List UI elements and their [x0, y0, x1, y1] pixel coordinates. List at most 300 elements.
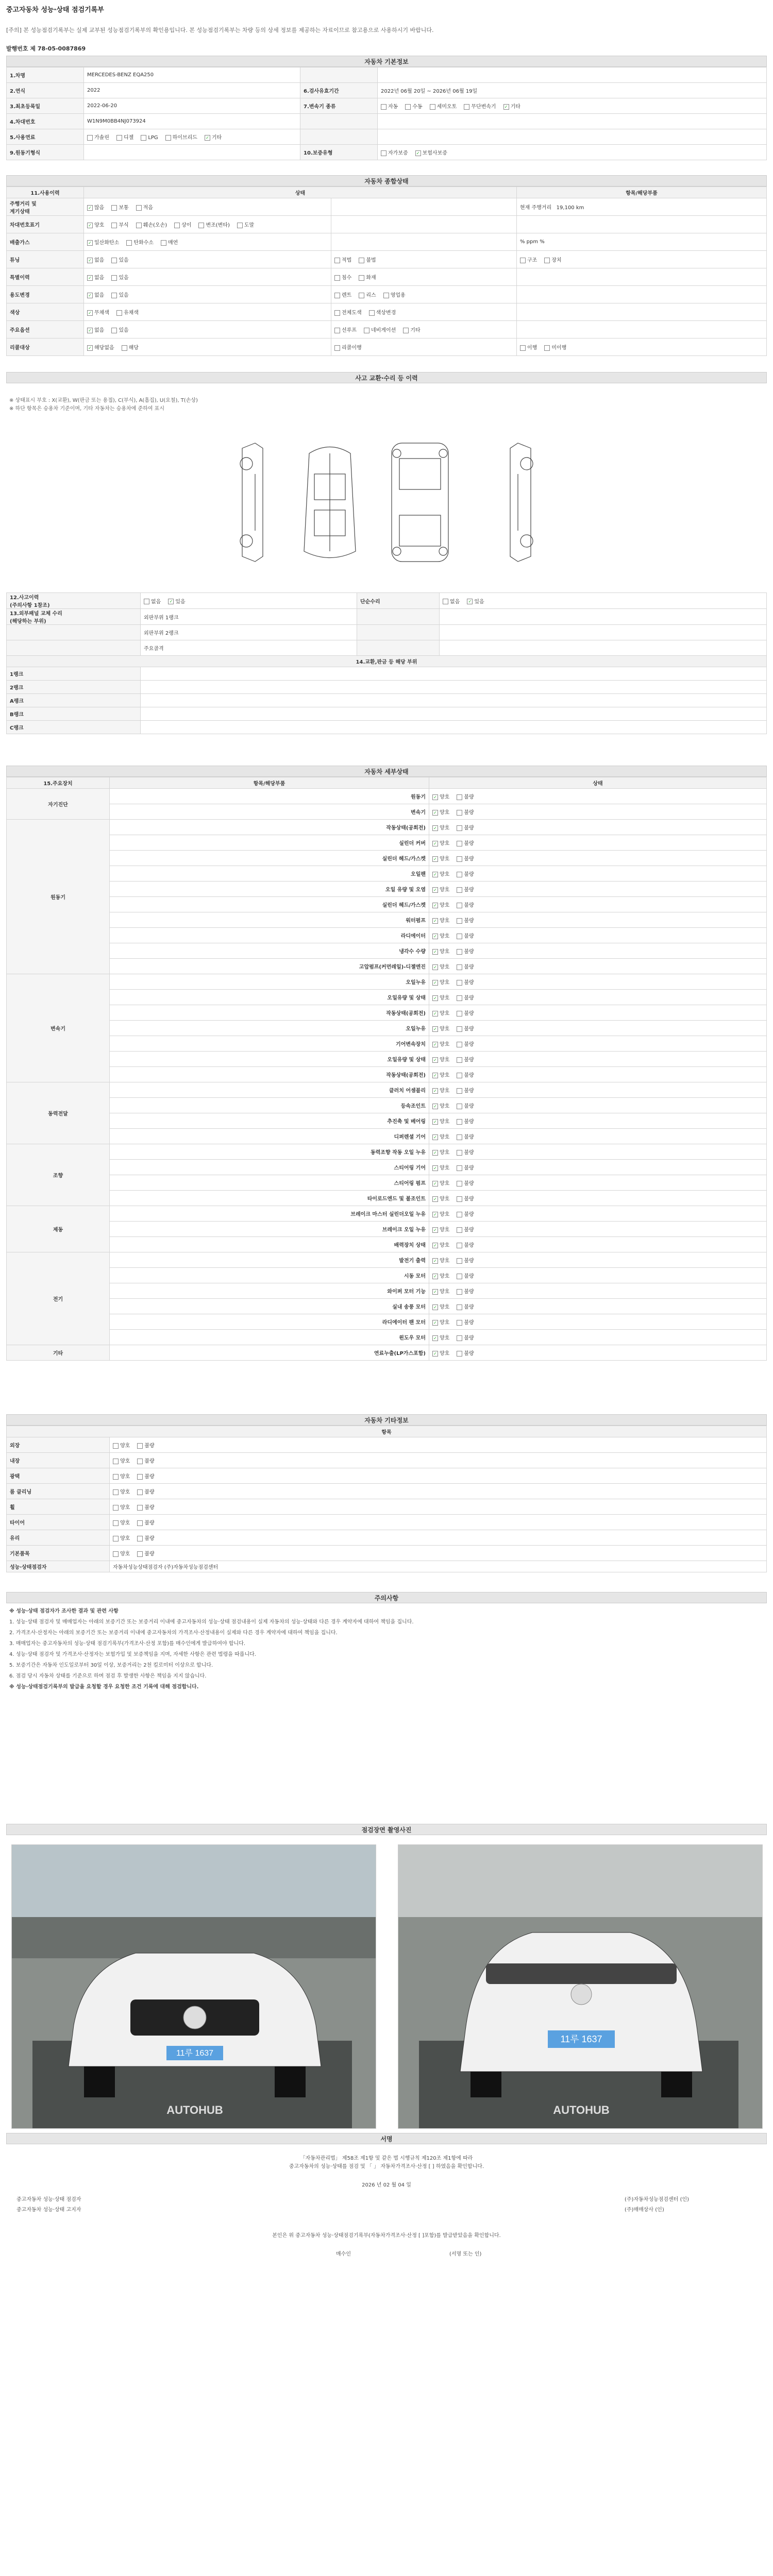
detail-item: 타이로드엔드 및 볼조인트 — [110, 1191, 429, 1206]
section-basic-header: 자동차 기본정보 — [6, 56, 767, 67]
extra-value: 양호 불량 — [110, 1484, 767, 1499]
extra-value: 양호 불량 — [110, 1515, 767, 1530]
overall-options-2 — [331, 216, 517, 233]
car-frame-view — [392, 443, 448, 562]
car-diagram — [222, 433, 551, 572]
note-line: ※ 성능·상태 점검자가 조사한 결과 및 관련 사항 — [9, 1608, 119, 1614]
overall-label: 색상 — [7, 303, 84, 321]
section-sign-header: 서명 — [6, 2133, 767, 2144]
detail-group: 동력전달 — [7, 1082, 110, 1144]
panel-rank: 1랭크 — [7, 667, 141, 681]
extra-recall-row — [7, 1561, 767, 1572]
detail-status: ✓ 양호 불량 — [429, 804, 767, 820]
panel-parts — [141, 667, 767, 681]
detail-status: ✓ 양호 불량 — [429, 789, 767, 804]
buyer-label: 매수인 — [336, 2251, 351, 2257]
detail-item: 실린더 헤드/가스켓 — [110, 851, 429, 866]
overall-header-cell: 상태 — [84, 187, 517, 198]
rear-brand-text: AUTOHUB — [553, 2104, 610, 2116]
overall-options: ✓ 일산화탄소 탄화수소 매연 — [84, 233, 331, 251]
note-line: 4. 성능·상태 점검자 및 가격조사·산정자는 보험가입 및 보증책임을 지며, 자세한 사항은 관련 법령을 따릅니다. — [9, 1652, 256, 1657]
section-detail-header: 자동차 세부상태 — [6, 766, 767, 777]
detail-row — [7, 1345, 767, 1361]
detail-status: ✓ 양호 불량 — [429, 897, 767, 912]
overall-row — [7, 216, 767, 233]
detail-row — [7, 1330, 767, 1345]
detail-row — [7, 1144, 767, 1160]
basic-label-2: 7.변속기 종류 — [300, 98, 378, 114]
detail-item: 등속조인트 — [110, 1098, 429, 1113]
detail-status: ✓ 양호 불량 — [429, 1005, 767, 1021]
detail-row — [7, 1052, 767, 1067]
panel-rank: C랭크 — [7, 721, 141, 734]
detail-row — [7, 1222, 767, 1237]
detail-status: ✓ 양호 불량 — [429, 974, 767, 990]
detail-status: ✓ 양호 불량 — [429, 1175, 767, 1191]
detail-status: ✓ 양호 불량 — [429, 1082, 767, 1098]
accident-row — [7, 593, 767, 609]
overall-options-2: 선루프 네비게이션 기타 — [331, 321, 517, 338]
basic-label-2: 10.보증유형 — [300, 145, 378, 160]
detail-item: 추진축 및 베어링 — [110, 1113, 429, 1129]
accident-table — [6, 592, 767, 734]
detail-item: 실내 송풍 모터 — [110, 1299, 429, 1314]
overall-value: % ppm % — [517, 233, 767, 251]
accident-label-2 — [357, 640, 440, 656]
detail-row — [7, 804, 767, 820]
detail-status: ✓ 양호 불량 — [429, 1222, 767, 1237]
detail-status: ✓ 양호 불량 — [429, 1268, 767, 1283]
panel-row — [7, 694, 767, 707]
detail-item: 브레이크 오일 누유 — [110, 1222, 429, 1237]
basic-row — [7, 114, 767, 129]
basic-label-2 — [300, 67, 378, 83]
detail-row — [7, 1005, 767, 1021]
extra-row — [7, 1484, 767, 1499]
detail-status: ✓ 양호 불량 — [429, 990, 767, 1005]
detail-item: 원동기 — [110, 789, 429, 804]
accident-value: 외판부위 1랭크 — [141, 609, 357, 625]
detail-row — [7, 1237, 767, 1252]
cert-value: 78-05-0087869 — [37, 45, 86, 52]
confirm-text: 본인은 위 중고자동차 성능·상태점검기록부(자동차가격조사·산정 [ ]포함)를 발급받았음을 확인합니다. — [272, 2233, 501, 2239]
detail-item: 라디에이터 — [110, 928, 429, 943]
overall-options: ✓ 양호 부식 훼손(오손) 상이 변조(변타) 도말 — [84, 216, 331, 233]
accident-value: 주요골격 — [141, 640, 357, 656]
legend-line-1: ※ 상태표시 부호 : X(교환), W(판금 또는 용접), C(부식), A(흠집), U(요철), T(손상) — [9, 398, 198, 403]
detail-item: 작동상태(공회전) — [110, 820, 429, 835]
basic-label-2 — [300, 129, 378, 145]
panel-row — [7, 721, 767, 734]
detail-status: ✓ 양호 불량 — [429, 943, 767, 959]
overall-value: 현재 주행거리 19,100 km — [517, 198, 767, 216]
panel-rank: B랭크 — [7, 707, 141, 721]
detail-row — [7, 1252, 767, 1268]
detail-item: 디퍼렌셜 기어 — [110, 1129, 429, 1144]
detail-row — [7, 974, 767, 990]
detail-status: ✓ 양호 불량 — [429, 1191, 767, 1206]
extra-row — [7, 1453, 767, 1468]
basic-value: 2022 — [84, 83, 300, 98]
panel-row — [7, 707, 767, 721]
extra-row — [7, 1530, 767, 1546]
overall-options-2: 전체도색 색상변경 — [331, 303, 517, 321]
panel-rank: 2랭크 — [7, 681, 141, 694]
detail-group: 변속기 — [7, 974, 110, 1082]
detail-status: ✓ 양호 불량 — [429, 866, 767, 882]
overall-label: 리콜대상 — [7, 338, 84, 356]
extra-value: 양호 불량 — [110, 1453, 767, 1468]
detail-item: 오일유량 및 상태 — [110, 990, 429, 1005]
detail-header-cell: 항목/해당부품 — [110, 777, 429, 789]
accident-label — [7, 640, 141, 656]
accident-value-2: 없음 ✓ 있음 — [440, 593, 767, 609]
detail-row — [7, 1098, 767, 1113]
overall-header-cell: 항목/해당부품 — [517, 187, 767, 198]
detail-status: ✓ 양호 불량 — [429, 928, 767, 943]
overall-row — [7, 286, 767, 303]
detail-status: ✓ 양호 불량 — [429, 1160, 767, 1175]
basic-label-2: 6.검사유효기간 — [300, 83, 378, 98]
detail-row — [7, 820, 767, 835]
accident-row — [7, 640, 767, 656]
overall-value — [517, 321, 767, 338]
overall-options: ✓ 많음 보통 적음 — [84, 198, 331, 216]
extra-recall-label: 성능·상태점검자 — [7, 1561, 110, 1572]
extra-row — [7, 1546, 767, 1561]
overall-options: ✓ 무채색 유채색 — [84, 303, 331, 321]
overall-label: 튜닝 — [7, 251, 84, 268]
overall-header-row — [7, 187, 767, 198]
extra-label: 룸 클리닝 — [7, 1484, 110, 1499]
legend-line-2: ※ 하단 항목은 승용차 기준이며, 기타 자동차는 승용차에 준하여 표시 — [9, 406, 164, 412]
front-brand-text: AUTOHUB — [166, 2104, 223, 2116]
detail-item: 스티어링 기어 — [110, 1160, 429, 1175]
accident-value-2 — [440, 640, 767, 656]
detail-status: ✓ 양호 불량 — [429, 1067, 767, 1082]
section-accident-header: 사고 교환·수리 등 이력 — [6, 372, 767, 383]
extra-label: 기본품목 — [7, 1546, 110, 1561]
panel-rank: A랭크 — [7, 694, 141, 707]
detail-header-row — [7, 777, 767, 789]
section-notes-header: 주의사항 — [6, 1592, 767, 1603]
detail-row — [7, 882, 767, 897]
detail-header-cell: 15.주요장치 — [7, 777, 110, 789]
detail-row — [7, 851, 767, 866]
extra-label: 유리 — [7, 1530, 110, 1546]
detail-row — [7, 1299, 767, 1314]
basic-value-2: 자가보증 ✓ 보험사보증 — [378, 145, 767, 160]
accident-value-2 — [440, 625, 767, 640]
extra-value: 양호 불량 — [110, 1437, 767, 1453]
detail-row — [7, 1206, 767, 1222]
overall-value — [517, 286, 767, 303]
detail-row — [7, 1191, 767, 1206]
detail-item: 브레이크 마스터 실린더오일 누유 — [110, 1206, 429, 1222]
panel-row — [7, 681, 767, 694]
notice-text: [주의] 본 성능점검기록부는 실제 교부된 성능점검기록부의 확인용입니다. 본 성능점검기록부는 차량 등의 상세 정보를 제공하는 자료이므로 참고용으로 사용하시기 바랍니다. — [6, 27, 434, 33]
detail-item: 냉각수 수량 — [110, 943, 429, 959]
detail-row — [7, 835, 767, 851]
accident-label-2 — [357, 625, 440, 640]
overall-label: 용도변경 — [7, 286, 84, 303]
overall-options-2: 적법 불법 — [331, 251, 517, 268]
overall-options: ✓ 없음 있음 — [84, 286, 331, 303]
overall-options: ✓ 없음 있음 — [84, 268, 331, 286]
overall-row — [7, 338, 767, 356]
document-title: 중고자동차 성능·상태 점검기록부 — [6, 6, 104, 14]
overall-row — [7, 303, 767, 321]
panel-title: 14.교환,판금 등 해당 부위 — [7, 656, 767, 667]
extra-value: 양호 불량 — [110, 1499, 767, 1515]
detail-status: ✓ 양호 불량 — [429, 1129, 767, 1144]
detail-status: ✓ 양호 불량 — [429, 1021, 767, 1036]
detail-item: 발전기 출력 — [110, 1252, 429, 1268]
detail-item: 실린더 헤드/가스켓 — [110, 897, 429, 912]
detail-row — [7, 1036, 767, 1052]
panel-parts — [141, 721, 767, 734]
rear-plate-text: 11루 1637 — [560, 2034, 602, 2044]
basic-row — [7, 83, 767, 98]
rear-photo — [398, 1844, 763, 2129]
extra-row — [7, 1437, 767, 1453]
front-plate-text: 11루 1637 — [176, 2049, 214, 2058]
detail-item: 작동상태(공회전) — [110, 1005, 429, 1021]
detail-group: 기타 — [7, 1345, 110, 1361]
detail-status: ✓ 양호 불량 — [429, 1314, 767, 1330]
detail-row — [7, 1314, 767, 1330]
detail-status: ✓ 양호 불량 — [429, 1144, 767, 1160]
detail-status: ✓ 양호 불량 — [429, 1299, 767, 1314]
extra-subheader: 항목 — [7, 1426, 767, 1437]
extra-header-row — [7, 1426, 767, 1437]
detail-row — [7, 866, 767, 882]
detail-item: 오일팬 — [110, 866, 429, 882]
detail-item: 동력조향 작동 오일 누유 — [110, 1144, 429, 1160]
detail-status: ✓ 양호 불량 — [429, 851, 767, 866]
sign-line-2: 중고자동차의 성능·상태를 점검 및 「 」 자동차가격조사·산정 [ ] 하였음을 확인합니다. — [289, 2164, 484, 2170]
detail-table — [6, 777, 767, 1361]
pricer-value: (주)매매상사 (인) — [625, 2207, 664, 2213]
basic-value: W1N9M0BB4NJ073924 — [84, 114, 300, 129]
overall-row — [7, 233, 767, 251]
overall-options-2 — [331, 198, 517, 216]
overall-row — [7, 321, 767, 338]
front-photo — [11, 1844, 376, 2129]
detail-row — [7, 789, 767, 804]
detail-group: 원동기 — [7, 820, 110, 974]
detail-item: 오일누유 — [110, 1021, 429, 1036]
detail-status: ✓ 양호 불량 — [429, 1283, 767, 1299]
car-right-view — [510, 443, 533, 562]
overall-options-2: 리콜이행 — [331, 338, 517, 356]
extra-label: 광택 — [7, 1468, 110, 1484]
detail-row — [7, 928, 767, 943]
detail-item: 시동 모터 — [110, 1268, 429, 1283]
detail-item: 변속기 — [110, 804, 429, 820]
detail-item: 오일유량 및 상태 — [110, 1052, 429, 1067]
detail-row — [7, 990, 767, 1005]
detail-status: ✓ 양호 불량 — [429, 1345, 767, 1361]
overall-row — [7, 251, 767, 268]
detail-item: 라디에이터 팬 모터 — [110, 1314, 429, 1330]
detail-item: 와이퍼 모터 기능 — [110, 1283, 429, 1299]
accident-row — [7, 625, 767, 640]
detail-row — [7, 1067, 767, 1082]
car-top-view — [304, 447, 356, 558]
extra-value: 양호 불량 — [110, 1468, 767, 1484]
note-line: 5. 보증기간은 자동차 인도일로부터 30일 이상, 보증거리는 2천 킬로미터 이상으로 합니다. — [9, 1663, 213, 1668]
extra-label: 타이어 — [7, 1515, 110, 1530]
basic-info-table — [6, 67, 767, 160]
basic-value: 2022-06-20 — [84, 98, 300, 114]
note-line: 2. 가격조사·산정자는 아래의 보증기간 또는 보증거리 이내에 중고자동차의 가격조사·산정내용이 실제와 다른 경우 계약자에 대하여 책임을 집니다. — [9, 1630, 338, 1636]
detail-row — [7, 1113, 767, 1129]
detail-status: ✓ 양호 불량 — [429, 820, 767, 835]
panel-row — [7, 667, 767, 681]
detail-row — [7, 1283, 767, 1299]
accident-value: 외판부위 2랭크 — [141, 625, 357, 640]
buyer-sign: (서명 또는 인) — [449, 2251, 482, 2257]
detail-item: 오일누유 — [110, 974, 429, 990]
detail-status: ✓ 양호 불량 — [429, 959, 767, 974]
overall-row — [7, 198, 767, 216]
extra-row — [7, 1499, 767, 1515]
detail-status: ✓ 양호 불량 — [429, 882, 767, 897]
extra-label: 휠 — [7, 1499, 110, 1515]
detail-row — [7, 1021, 767, 1036]
overall-table — [6, 187, 767, 356]
overall-options-2 — [331, 233, 517, 251]
extra-label: 내장 — [7, 1453, 110, 1468]
detail-item: 실린더 커버 — [110, 835, 429, 851]
car-left-view — [240, 443, 263, 562]
detail-item: 배력장치 상태 — [110, 1237, 429, 1252]
section-photos-header: 점검장면 촬영사진 — [6, 1824, 767, 1835]
overall-label: 차대번호표기 — [7, 216, 84, 233]
sign-date: 2026 년 02 월 04 일 — [362, 2182, 411, 2188]
checker-label: 중고자동차 성능·상태 점검자 — [16, 2197, 81, 2202]
basic-value-2 — [378, 129, 767, 145]
extra-row — [7, 1468, 767, 1484]
detail-item: 고압펌프(커먼레일)-디젤엔진 — [110, 959, 429, 974]
detail-row — [7, 912, 767, 928]
basic-value-2: 2022년 06월 20일 ~ 2026년 06월 19일 — [378, 83, 767, 98]
basic-value-2: 자동 수동 세미오토 무단변속기 ✓ 기타 — [378, 98, 767, 114]
basic-label: 4.차대번호 — [7, 114, 84, 129]
overall-options: ✓ 없음 있음 — [84, 321, 331, 338]
detail-item: 워터펌프 — [110, 912, 429, 928]
extra-value: 양호 불량 — [110, 1546, 767, 1561]
detail-group: 전기 — [7, 1252, 110, 1345]
basic-value-2 — [378, 67, 767, 83]
cert-label: 발행번호 제 — [6, 45, 36, 52]
overall-value — [517, 268, 767, 286]
panel-title-row — [7, 656, 767, 667]
detail-group: 조향 — [7, 1144, 110, 1206]
overall-label: 주요옵션 — [7, 321, 84, 338]
basic-value: 가솔린 디젤 LPG 하이브리드 ✓ 기타 — [84, 129, 300, 145]
accident-row — [7, 609, 767, 625]
detail-row — [7, 897, 767, 912]
overall-value: 이행 미이행 — [517, 338, 767, 356]
overall-label: 특별이력 — [7, 268, 84, 286]
basic-label-2 — [300, 114, 378, 129]
accident-label — [7, 625, 141, 640]
detail-item: 연료누출(LP가스포함) — [110, 1345, 429, 1361]
overall-header-cell: 11.사용이력 — [7, 187, 84, 198]
detail-status: ✓ 양호 불량 — [429, 1330, 767, 1345]
detail-row — [7, 1082, 767, 1098]
overall-label: 주행거리 및 계기상태 — [7, 198, 84, 216]
extra-value: 양호 불량 — [110, 1530, 767, 1546]
detail-header-cell: 상태 — [429, 777, 767, 789]
certificate-number — [6, 44, 86, 53]
detail-group: 자기진단 — [7, 789, 110, 820]
detail-item: 윈도우 모터 — [110, 1330, 429, 1345]
detail-status: ✓ 양호 불량 — [429, 1098, 767, 1113]
detail-item: 기어변속장치 — [110, 1036, 429, 1052]
basic-row — [7, 145, 767, 160]
accident-label: 13.외부패널 교체 수리 (해당하는 부위) — [7, 609, 141, 625]
detail-row — [7, 1160, 767, 1175]
section-overall-header: 자동차 종합상태 — [6, 175, 767, 187]
detail-status: ✓ 양호 불량 — [429, 1252, 767, 1268]
detail-row — [7, 1129, 767, 1144]
overall-options-2: 렌트 리스 영업용 — [331, 286, 517, 303]
detail-item: 스티어링 펌프 — [110, 1175, 429, 1191]
overall-options: ✓ 해당없음 해당 — [84, 338, 331, 356]
detail-status: ✓ 양호 불량 — [429, 1052, 767, 1067]
detail-row — [7, 1175, 767, 1191]
panel-parts — [141, 681, 767, 694]
basic-row — [7, 67, 767, 83]
accident-label-2: 단순수리 — [357, 593, 440, 609]
basic-label: 1.차명 — [7, 67, 84, 83]
overall-value — [517, 303, 767, 321]
note-line: 6. 점검 당시 자동차 상태를 기준으로 하며 점검 후 발생한 사항은 책임을 지지 않습니다. — [9, 1673, 207, 1679]
extra-table — [6, 1426, 767, 1572]
detail-item: 오일 유량 및 오염 — [110, 882, 429, 897]
accident-label-2 — [357, 609, 440, 625]
notes-text — [9, 1607, 762, 1694]
overall-value: 구조 장치 — [517, 251, 767, 268]
basic-label: 3.최초등록일 — [7, 98, 84, 114]
note-line: 1. 성능·상태 점검자 및 매매업자는 아래의 보증기간 또는 보증거리 이내에 중고자동차의 성능·상태 점검내용이 실제 자동차의 성능·상태와 다른 경우 계약자에 대하여 책임을 집니다. — [9, 1619, 414, 1625]
basic-label: 2.연식 — [7, 83, 84, 98]
overall-options: ✓ 없음 있음 — [84, 251, 331, 268]
detail-row — [7, 943, 767, 959]
extra-recall-value: 자동차성능상태점검자 (주)자동차성능점검센터 — [110, 1561, 767, 1572]
basic-row — [7, 129, 767, 145]
extra-row — [7, 1515, 767, 1530]
detail-row — [7, 959, 767, 974]
checker-value: (주)자동차성능점검센터 (인) — [625, 2197, 690, 2202]
detail-status: ✓ 양호 불량 — [429, 912, 767, 928]
basic-label: 5.사용연료 — [7, 129, 84, 145]
detail-status: ✓ 양호 불량 — [429, 835, 767, 851]
basic-value — [84, 145, 300, 160]
sign-line-1: 「자동차관리법」 제58조 제1항 및 같은 법 시행규칙 제120조 제1항에 따라 — [300, 2156, 473, 2161]
detail-row — [7, 1268, 767, 1283]
detail-item: 작동상태(공회전) — [110, 1067, 429, 1082]
overall-options-2: 침수 화재 — [331, 268, 517, 286]
detail-group: 제동 — [7, 1206, 110, 1252]
note-line: 3. 매매업자는 중고자동차의 성능·상태 점검기록부(가격조사·산정 포함)를 매수인에게 발급하여야 합니다. — [9, 1641, 246, 1647]
detail-status: ✓ 양호 불량 — [429, 1237, 767, 1252]
detail-status: ✓ 양호 불량 — [429, 1036, 767, 1052]
accident-legend — [9, 397, 198, 413]
